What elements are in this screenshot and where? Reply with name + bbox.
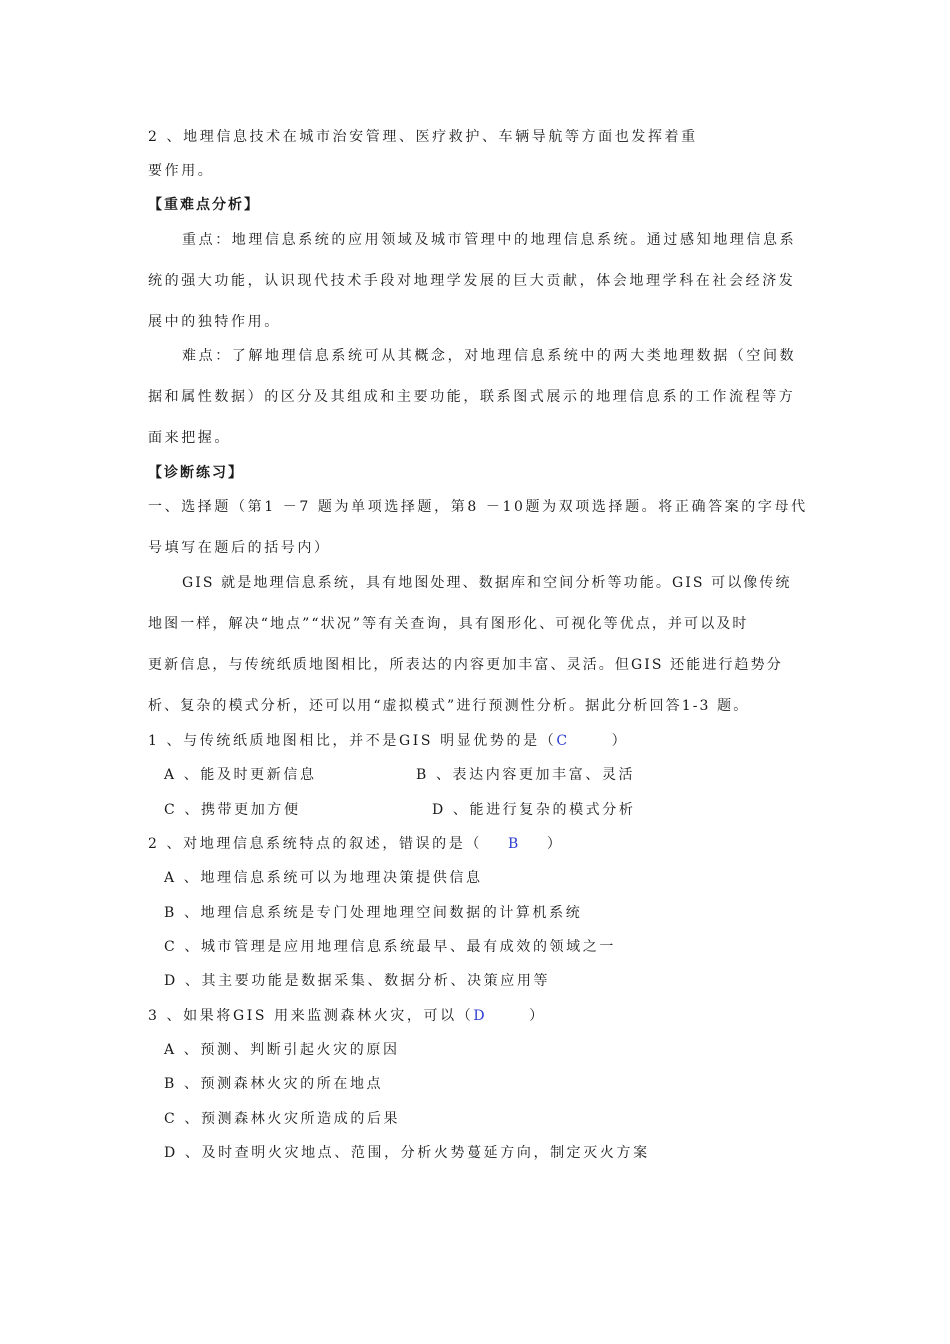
question-1-options-row-2	[164, 800, 804, 820]
answer-b: B	[507, 836, 521, 852]
question-2-stem	[148, 834, 563, 854]
practice-heading: 【诊断练习】	[148, 465, 244, 481]
intro-line-1: 2 、地理信息技术在城市治安管理、医疗救护、车辆导航等方面也发挥着重	[148, 129, 698, 145]
answer-c: C	[556, 733, 570, 749]
key-point-line-3: 展中的独特作用。	[148, 314, 281, 330]
answer-d: D	[473, 1008, 488, 1024]
passage-line-4: 析、复杂的模式分析，还可以用“虚拟模式”进行预测性分析。据此分析回答1-3 题。	[148, 698, 750, 714]
question-2-option-c: C 、城市管理是应用地理信息系统最早、最有成效的领域之一	[164, 939, 616, 955]
close-paren: ）	[611, 733, 629, 749]
difficult-point-line-3: 面来把握。	[148, 430, 231, 446]
difficult-point-line-1: 难点：了解地理信息系统可从其概念，对地理信息系统中的两大类地理数据（空间数	[182, 348, 797, 364]
question-3-stem	[148, 1006, 546, 1026]
question-stem-text: 1 、与传统纸质地图相比，并不是GIS 明显优势的是（	[148, 733, 557, 749]
option-a: A 、能及时更新信息	[164, 767, 317, 783]
intro-line-2: 要作用。	[148, 163, 215, 179]
question-2-option-d: D 、其主要功能是数据采集、数据分析、决策应用等	[164, 973, 551, 989]
question-1-options-row-1	[164, 765, 804, 785]
close-paren: ）	[546, 836, 564, 852]
passage-line-2: 地图一样，解决“地点”“状况”等有关查询，具有图形化、可视化等优点，并可以及时	[148, 616, 749, 632]
question-3-option-c: C 、预测森林火灾所造成的后果	[164, 1111, 401, 1127]
passage-line-3: 更新信息，与传统纸质地图相比，所表达的内容更加丰富、灵活。但GIS 还能进行趋势分	[148, 657, 783, 673]
option-d: D 、能进行复杂的模式分析	[432, 802, 636, 818]
passage-line-1: GIS 就是地理信息系统，具有地图处理、数据库和空间分析等功能。GIS 可以像传统	[182, 575, 792, 591]
question-2-option-b: B 、地理信息系统是专门处理地理空间数据的计算机系统	[164, 905, 583, 921]
analysis-heading: 【重难点分析】	[148, 197, 260, 213]
question-3-option-b: B 、预测森林火灾的所在地点	[164, 1076, 384, 1092]
key-point-line-2: 统的强大功能，认识现代技术手段对地理学发展的巨大贡献，体会地理学科在社会经济发	[148, 273, 796, 289]
question-3-option-d: D 、及时查明火灾地点、范围，分析火势蔓延方向，制定灭火方案	[164, 1145, 650, 1161]
question-1-stem	[148, 731, 628, 751]
question-2-option-a: A 、地理信息系统可以为地理决策提供信息	[164, 870, 483, 886]
instruction-line-2: 号填写在题后的括号内）	[148, 540, 331, 556]
question-3-option-a: A 、预测、判断引起火灾的原因	[164, 1042, 400, 1058]
question-stem-text: 2 、对地理信息系统特点的叙述，错误的是（	[148, 836, 482, 852]
close-paren: ）	[529, 1008, 546, 1024]
difficult-point-line-2: 据和属性数据）的区分及其组成和主要功能，联系图式展示的地理信息系的工作流程等方	[148, 389, 796, 405]
option-b: B 、表达内容更加丰富、灵活	[416, 767, 636, 783]
question-stem-text: 3 、如果将GIS 用来监测森林火灾，可以（	[148, 1008, 474, 1024]
key-point-line-1: 重点：地理信息系统的应用领域及城市管理中的地理信息系统。通过感知地理信息系	[182, 232, 797, 248]
instruction-line-1: 一、选择题（第1 －7 题为单项选择题，第8 －10题为双项选择题。将正确答案的字母代	[148, 499, 808, 515]
option-c: C 、携带更加方便	[164, 802, 301, 818]
